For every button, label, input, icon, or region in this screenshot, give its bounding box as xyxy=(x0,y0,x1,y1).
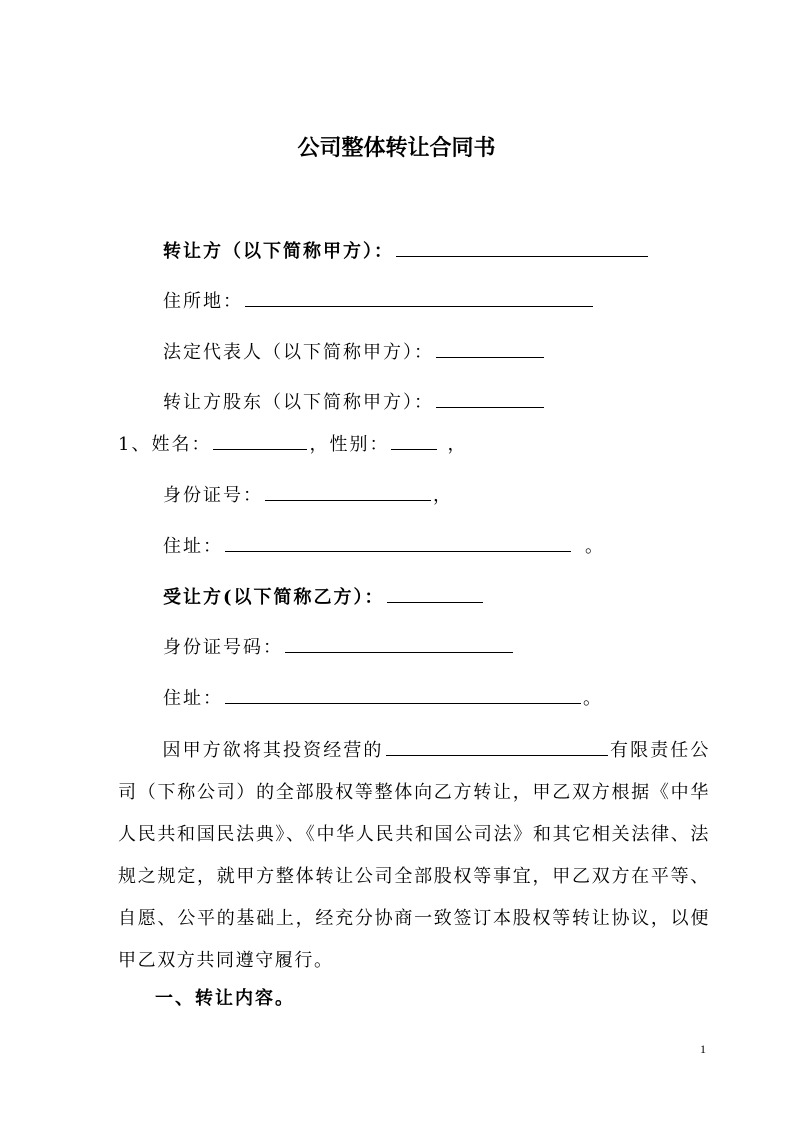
residence-blank[interactable] xyxy=(225,531,571,552)
id-number-label: 身份证号： xyxy=(163,485,263,506)
item1-name-label: 1、姓名： xyxy=(118,434,212,455)
residence-end: 。 xyxy=(585,536,605,557)
company-name-blank[interactable] xyxy=(386,737,608,756)
shareholder-line xyxy=(163,387,546,417)
item1-gender-blank[interactable] xyxy=(391,429,437,450)
item1-line xyxy=(118,429,467,459)
transferor-blank[interactable] xyxy=(396,236,648,257)
transferee-label: 受让方(以下简称乙方）： xyxy=(163,587,385,608)
id-number-end: ， xyxy=(433,485,453,506)
item1-name-blank[interactable] xyxy=(213,429,307,450)
transferee-residence-label: 住址： xyxy=(163,688,223,709)
transferee-id-line xyxy=(163,632,515,662)
transferee-id-label: 身份证号码： xyxy=(163,637,283,658)
item1-gender-label: ，性别： xyxy=(309,434,390,455)
address-blank[interactable] xyxy=(245,286,593,307)
body-rest: 有限责任公司（下称公司）的全部股权等整体向乙方转让，甲乙双方根据《中华人民共和国民法典》、《中华人民共和国公司法》和其它相关法律、法规之规定，就甲方整体转让公司全部股权等事宜，甲乙双方在平等、自愿、公平的基础上，经充分协商一致签订本股权等转让协议，以便甲乙双方共同遵守履行。 xyxy=(118,740,710,971)
transferor-line xyxy=(163,236,650,266)
page-number: 1 xyxy=(700,1042,706,1056)
transferor-label: 转让方（以下简称甲方）： xyxy=(163,241,394,262)
shareholder-blank[interactable] xyxy=(436,387,544,408)
item1-end: ， xyxy=(447,434,468,455)
residence-label: 住址： xyxy=(163,536,223,557)
legal-rep-label: 法定代表人（以下简称甲方）： xyxy=(163,342,434,363)
address-line xyxy=(163,286,595,316)
transferee-line xyxy=(163,582,485,612)
body-start: 因甲方欲将其投资经营的 xyxy=(162,740,384,761)
transferee-residence-blank[interactable] xyxy=(225,683,581,704)
body-paragraph xyxy=(118,730,710,982)
transferee-residence-line xyxy=(163,683,603,713)
section1-heading: 一、转让内容。 xyxy=(155,988,295,1009)
legal-rep-line xyxy=(163,337,546,367)
transferee-id-blank[interactable] xyxy=(285,632,513,653)
id-number-line xyxy=(163,480,453,510)
transferee-blank[interactable] xyxy=(387,582,483,603)
address-label: 住所地： xyxy=(163,291,243,312)
document-title: 公司整体转让合同书 xyxy=(297,136,496,161)
transferee-residence-end: 。 xyxy=(583,688,603,709)
residence-line xyxy=(163,531,605,561)
legal-rep-blank[interactable] xyxy=(436,337,544,358)
id-number-blank[interactable] xyxy=(265,480,431,501)
shareholder-label: 转让方股东（以下简称甲方）： xyxy=(163,392,434,413)
